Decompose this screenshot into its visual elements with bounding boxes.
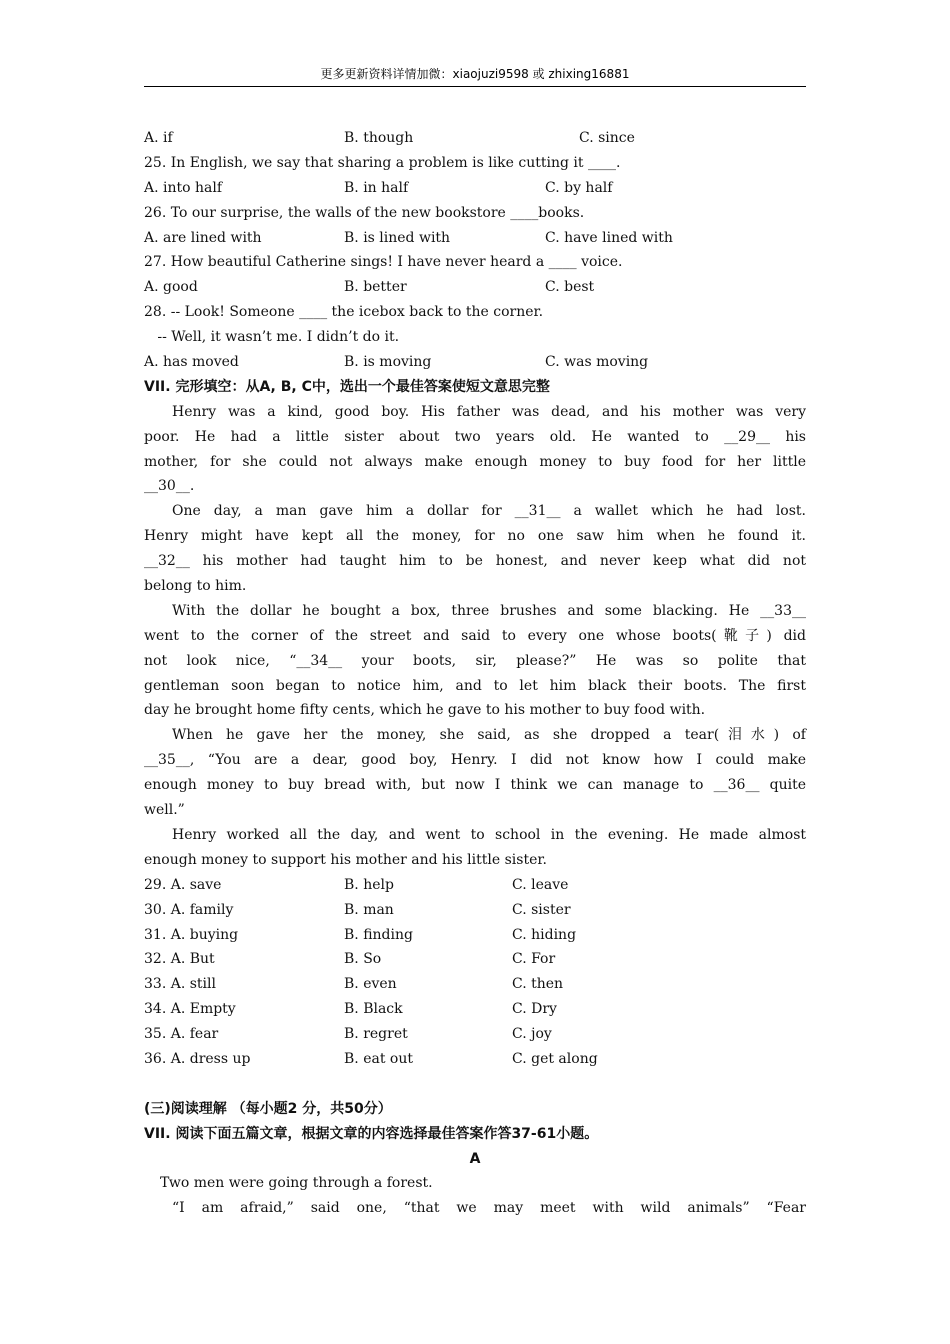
cloze-option-row (144, 923, 806, 948)
option-b: B. eat out (344, 1050, 413, 1067)
option-c: C. hiding (512, 926, 577, 943)
passage-line: With the dollar he bought a box, three brushes and some blacking. He __33__ (172, 602, 806, 619)
passage-line: poor. He had a little sister about two years old. He wanted to __29__ his (144, 428, 806, 445)
spacer (144, 1072, 806, 1097)
option-c: C. best (545, 279, 595, 296)
option-c: C. Dry (512, 1001, 557, 1018)
cloze-option-row (144, 1022, 806, 1047)
option-a: 33. A. still (144, 976, 216, 993)
q26-stem: 26. To our surprise, the walls of the new bookstore ____books. (144, 204, 585, 221)
option-c: C. For (512, 951, 556, 968)
option-b: B. regret (344, 1026, 408, 1043)
q25-stem: 25. In English, we say that sharing a problem is like cutting it ____. (144, 154, 621, 171)
q28-stem: 28. -- Look! Someone ____ the icebox back to the corner. (144, 304, 544, 321)
option-a: A. if (144, 130, 173, 146)
passage-line: Henry worked all the day, and went to school in the evening. He made almost (172, 826, 806, 843)
option-c: C. was moving (545, 354, 649, 371)
option-a: A. good (144, 279, 198, 296)
passage-a-line: Two men were going through a forest. (160, 1175, 433, 1192)
option-c: C. sister (512, 901, 571, 918)
option-b: B. So (344, 951, 382, 968)
passage-line: When he gave her the money, she said, as she dropped a tear(泪水) of (172, 727, 806, 744)
passage-a-line: “I am afraid,” said one, “that we may meet with wild animals” “Fear (172, 1200, 806, 1217)
q24-options (144, 126, 806, 151)
reading-instructions: VII. 阅读下面五篇文章，根据文章的内容选择最佳答案作答37-61小题。 (144, 1125, 599, 1142)
option-a: A. has moved (144, 354, 239, 371)
passage-line: well.” (144, 802, 185, 819)
q27-options (144, 275, 806, 300)
option-c: C. since (579, 130, 635, 146)
passage-line: enough money to support his mother and his little sister. (144, 851, 547, 868)
option-b: B. better (344, 279, 407, 296)
passage-line: __35__, “You are a dear, good boy, Henry. I did not know how I could make (144, 752, 806, 769)
exam-content (144, 126, 806, 1221)
option-b: B. in half (344, 179, 409, 196)
cloze-option-row (144, 873, 806, 898)
section-title: VII. 完形填空：从A, B, C中，选出一个最佳答案使短文意思完整 (144, 378, 550, 395)
q26-options (144, 226, 806, 251)
option-c: C. have lined with (545, 229, 673, 246)
option-b: B. is lined with (344, 229, 451, 246)
option-a: 30. A. family (144, 901, 234, 918)
passage-line: Henry might have kept all the money, for no one saw him when he found it. (144, 528, 806, 545)
option-a: A. are lined with (144, 229, 262, 246)
q28-reply: -- Well, it wasn’t me. I didn’t do it. (144, 329, 400, 346)
passage-line: One day, a man gave him a dollar for __31__ a wallet which he had lost. (172, 503, 806, 520)
passage-line: __32__ his mother had taught him to be honest, and never keep what did not (144, 553, 806, 570)
option-a: 36. A. dress up (144, 1050, 251, 1067)
option-c: C. joy (512, 1026, 552, 1043)
cloze-option-row (144, 1047, 806, 1072)
passage-line: not look nice, “__34__ your boots, sir, please?” He was so polite that (144, 652, 806, 669)
option-a: 32. A. But (144, 951, 215, 968)
passage-line: gentleman soon began to notice him, and to let him black their boots. The first (144, 677, 806, 694)
page-header: 更多更新资料详情加微：xiaojuzi9598 或 zhixing16881 (144, 64, 806, 87)
q25-options (144, 176, 806, 201)
cloze-option-row (144, 898, 806, 923)
option-c: C. leave (512, 876, 569, 893)
option-b: B. finding (344, 926, 413, 943)
passage-line: Henry was a kind, good boy. His father was dead, and his mother was very (172, 403, 806, 420)
q27-stem: 27. How beautiful Catherine sings! I have never heard a ____ voice. (144, 254, 623, 271)
cloze-option-row (144, 997, 806, 1022)
option-a: 34. A. Empty (144, 1001, 236, 1018)
passage-a-label: A (469, 1150, 481, 1167)
option-a: A. into half (144, 179, 223, 196)
passage-line: enough money to buy bread with, but now I think we can manage to __36__ quite (144, 777, 806, 794)
option-b: B. though (344, 130, 414, 146)
passage-line: belong to him. (144, 578, 247, 595)
passage-line: mother, for she could not always make enough money to buy food for her little (144, 453, 806, 470)
option-a: 29. A. save (144, 876, 222, 893)
reading-section-title: (三)阅读理解 （每小题2 分，共50分） (144, 1100, 392, 1117)
cloze-option-row (144, 972, 806, 997)
option-a: 31. A. buying (144, 926, 239, 943)
option-b: B. is moving (344, 354, 432, 371)
option-b: B. Black (344, 1001, 403, 1018)
passage-line: __30__. (144, 478, 195, 495)
passage-line: day he brought home fifty cents, which he gave to his mother to buy food with. (144, 702, 706, 719)
passage-line: went to the corner of the street and said to every one whose boots(靴子) did (144, 627, 806, 644)
q28-options (144, 350, 806, 375)
option-c: C. get along (512, 1050, 598, 1067)
option-b: B. even (344, 976, 397, 993)
option-c: C. then (512, 976, 564, 993)
option-b: B. man (344, 901, 394, 918)
cloze-option-row (144, 947, 806, 972)
option-b: B. help (344, 876, 394, 893)
option-c: C. by half (545, 179, 613, 196)
option-a: 35. A. fear (144, 1026, 219, 1043)
